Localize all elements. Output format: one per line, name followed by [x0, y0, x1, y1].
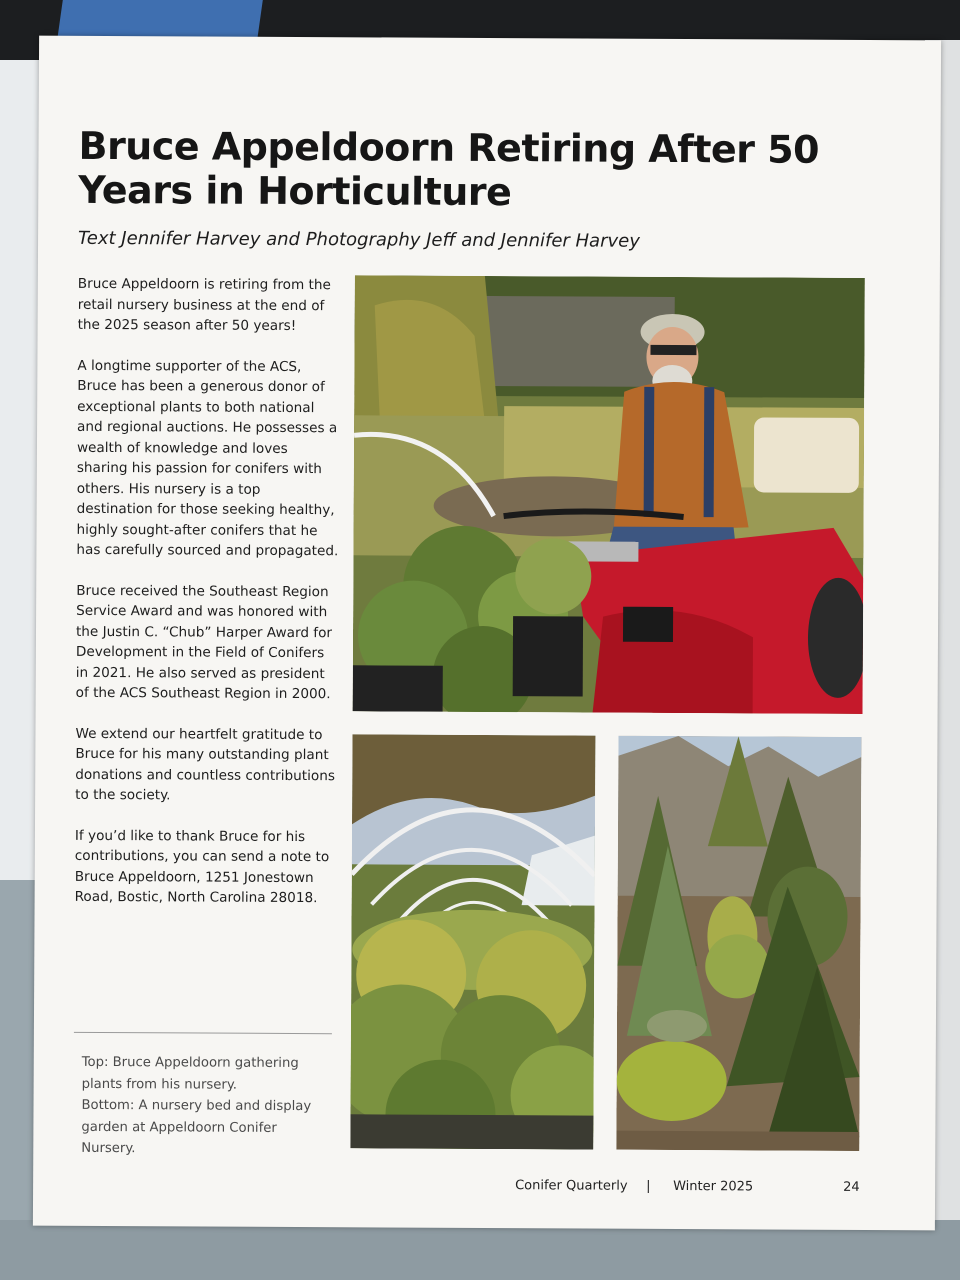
- caption-divider: [74, 1032, 332, 1034]
- photo-caption: [81, 1052, 334, 1161]
- paragraph: A longtime supporter of the ACS, Bruce has been a generous donor of exceptional plants to both national and regional auctions. He possesses a wealth of knowledge and loves sharing his passion for conifers with others. His nursery is a top destination for those seeking healthy, highly sought-after conifers that he has carefully sourced and propagated.: [76, 357, 339, 560]
- article-title: Bruce Appeldoorn Retiring After 50 Years in Horticulture: [78, 123, 820, 215]
- caption-top: Top: Bruce Appeldoorn gathering plants from his nursery.: [81, 1054, 299, 1093]
- magazine-page: [33, 36, 941, 1231]
- footer-publication: Conifer Quarterly: [515, 1178, 628, 1194]
- blue-folder-edge: [57, 0, 263, 40]
- footer-issue: Winter 2025: [673, 1178, 754, 1195]
- paragraph: If you’d like to thank Bruce for his contributions, you can send a note to Bruce Appeldoorn, 1251 Jonestown Road, Bostic, North Carolina 28018.: [74, 827, 330, 907]
- caption-bottom: Bottom: A nursery bed and display garden at Appeldoorn Conifer Nursery.: [81, 1097, 312, 1157]
- photo-display-garden: [616, 736, 861, 1151]
- article-body: [74, 274, 339, 929]
- photo-nursery-bed: [350, 734, 595, 1149]
- photo-bruce-on-atv: [353, 275, 865, 714]
- paragraph: We extend our heartfelt gratitude to Bruce for his many outstanding plant donations and countless contributions to the society.: [75, 725, 335, 804]
- page-number: 24: [843, 1179, 860, 1195]
- paragraph: Bruce Appeldoorn is retiring from the retail nursery business at the end of the 2025 season after 50 years!: [77, 275, 331, 334]
- paragraph: Bruce received the Southeast Region Service Award and was honored with the Justin C. “Chub” Harper Award for Development in the Field of Conifers in 2021. He also served as president of the ACS Southeast Region in 2000.: [75, 582, 333, 703]
- article-byline: Text Jennifer Harvey and Photography Jeff and Jennifer Harvey: [78, 227, 640, 252]
- footer-separator: |: [646, 1178, 651, 1194]
